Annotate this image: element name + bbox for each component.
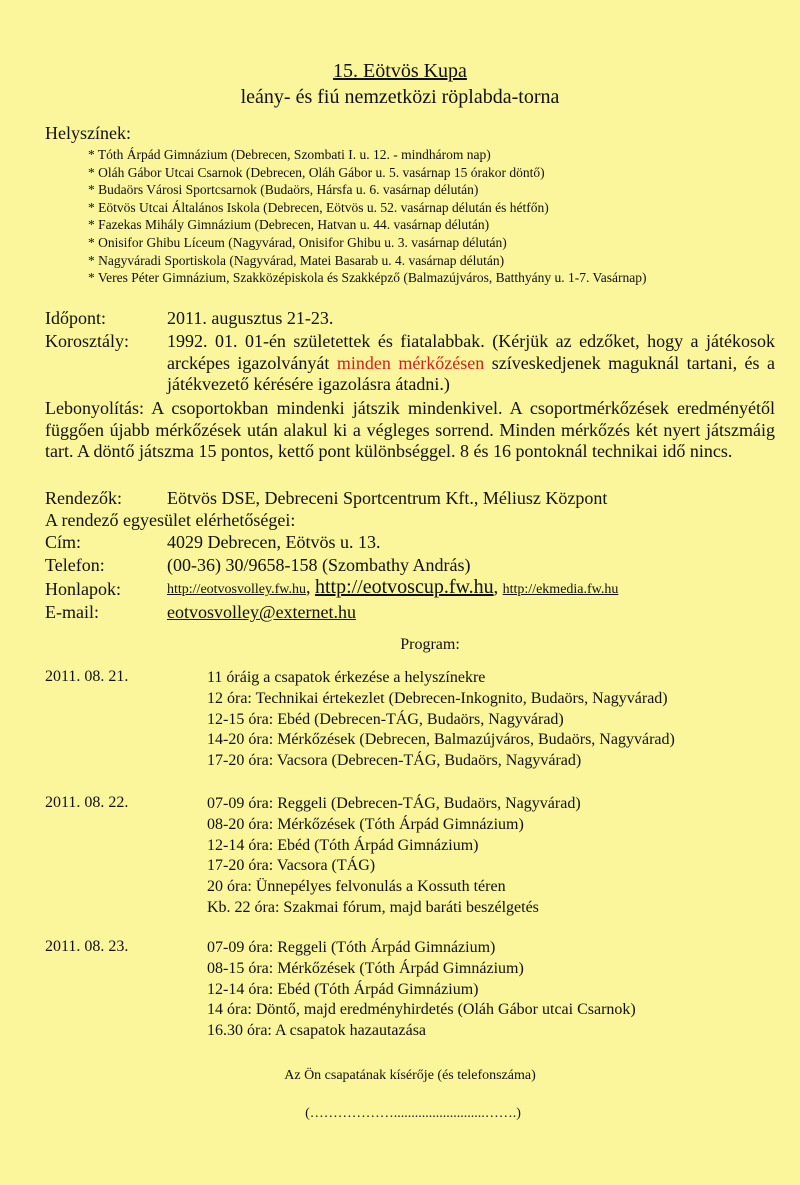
- program-item: 08-15 óra: Mérkőzések (Tóth Árpád Gimnázium): [207, 959, 524, 977]
- venue-item: * Fazekas Mihály Gimnázium (Debrecen, Hatvan u. 44. vasárnap délután): [88, 217, 490, 233]
- format-paragraph: Lebonyolítás: A csoportokban mindenki játszik mindenkivel. A csoportmérkőzések eredményétől függően újabb mérkőzések után alakul ki a végleges sorrend. Minden mérkőzés két nyert játszmáig tart. A döntő játszma 15 pontos, kettő pont különbséggel. 8 és 16 pontoknál technikai idő nincs.: [45, 398, 775, 461]
- venue-item: * Oláh Gábor Utcai Csarnok (Debrecen, Oláh Gábor u. 5. vasárnap 15 órakor döntő): [88, 164, 545, 180]
- program-day-list: [207, 794, 581, 919]
- program-item: 07-09 óra: Reggeli (Tóth Árpád Gimnázium): [207, 939, 496, 956]
- venue-item: * Eötvös Utcai Általános Iskola (Debrecen, Eötvös u. 52. vasárnap délután és hétfőn): [88, 199, 549, 215]
- page-subtitle: leány- és fiú nemzetközi röplabda-torna: [240, 86, 560, 108]
- program-day-date: 2011. 08. 23.: [45, 938, 129, 955]
- date-label: Időpont:: [45, 308, 106, 328]
- email-label: E-mail:: [45, 602, 99, 622]
- age-text-part2: szíveskedjenek maguknál tartani, és a játékvezető kérésére igazolásra átadni.): [167, 352, 776, 394]
- venues-heading: Helyszínek:: [45, 123, 131, 143]
- web-links: http://eotvosvolley.fw.hu, http://eotvoscup.fw.hu, http://ekmedia.fw.hu: [167, 576, 619, 598]
- age-text-highlight: minden mérkőzésen: [336, 352, 485, 373]
- program-item: 17-20 óra: Vacsora (TÁG): [207, 857, 376, 875]
- organizers-label: Rendezők:: [45, 488, 122, 508]
- venue-item: * Onisifor Ghibu Líceum (Nagyvárad, Onisifor Ghibu u. 3. vasárnap délután): [88, 234, 507, 250]
- program-item: 12 óra: Technikai értekezlet (Debrecen-Inkognito, Budaörs, Nagyvárad): [207, 689, 668, 707]
- website-link-eotvosvolley[interactable]: http://eotvosvolley.fw.hu: [167, 582, 306, 597]
- venue-item: * Nagyváradi Sportiskola (Nagyvárad, Matei Basarab u. 4. vasárnap délután): [88, 252, 505, 268]
- website-link-eotvoscup[interactable]: http://eotvoscup.fw.hu: [314, 576, 494, 598]
- venue-item: * Budaörs Városi Sportcsarnok (Budaörs, Hársfa u. 6. vasárnap délután): [88, 182, 479, 198]
- date-value: 2011. augusztus 21-23.: [167, 308, 334, 328]
- program-item: Kb. 22 óra: Szakmai fórum, majd baráti beszélgetés: [207, 898, 539, 916]
- venue-item: * Tóth Árpád Gimnázium (Debrecen, Szombati I. u. 12. - mindhárom nap): [88, 147, 491, 162]
- age-label: Korosztály:: [45, 331, 129, 351]
- web-label: Honlapok:: [45, 579, 121, 599]
- venue-item: * Veres Péter Gimnázium, Szakközépiskola és Szakképző (Balmazújváros, Batthyány u. 1-7. Vasárnap): [88, 270, 647, 286]
- program-item: 12-15 óra: Ebéd (Debrecen-TÁG, Budaörs, Nagyvárad): [207, 710, 564, 728]
- age-text: [167, 331, 775, 396]
- email-value: [167, 602, 356, 623]
- program-heading: Program:: [400, 636, 460, 653]
- escort-blank-line: (………………..........................…….): [305, 1106, 521, 1121]
- page-title: 15. Eötvös Kupa: [333, 60, 467, 82]
- program-item: 16.30 óra: A csapatok hazautazása: [207, 1022, 427, 1040]
- address-label: Cím:: [45, 532, 82, 552]
- email-link[interactable]: eotvosvolley@externet.hu: [167, 602, 357, 622]
- program-day-list: [207, 668, 675, 772]
- program-item: 12-14 óra: Ebéd (Tóth Árpád Gimnázium): [207, 980, 479, 998]
- escort-label: Az Ön csapatának kísérője (és telefonszáma): [284, 1068, 536, 1083]
- program-item: 07-09 óra: Reggeli (Debrecen-TÁG, Budaörs, Nagyvárad): [207, 795, 581, 812]
- venues-list: [88, 146, 646, 287]
- program-day-date: 2011. 08. 21.: [45, 668, 129, 685]
- phone-value: (00-36) 30/9658-158 (Szombathy András): [167, 555, 471, 575]
- program-day-list: [207, 938, 636, 1042]
- contact-heading: A rendező egyesület elérhetőségei:: [45, 510, 296, 530]
- phone-label: Telefon:: [45, 555, 105, 575]
- program-item: 17-20 óra: Vacsora (Debrecen-TÁG, Budaörs, Nagyvárad): [207, 752, 582, 770]
- program-item: 14 óra: Döntő, majd eredményhirdetés (Oláh Gábor utcai Csarnok): [207, 1001, 636, 1019]
- program-item: 08-20 óra: Mérkőzések (Tóth Árpád Gimnázium): [207, 815, 524, 833]
- program-item: 11 óráig a csapatok érkezése a helyszínekre: [207, 669, 486, 686]
- website-link-ekmedia[interactable]: http://ekmedia.fw.hu: [502, 582, 619, 597]
- address-value: 4029 Debrecen, Eötvös u. 13.: [167, 532, 381, 552]
- program-item: 12-14 óra: Ebéd (Tóth Árpád Gimnázium): [207, 836, 479, 854]
- program-day-date: 2011. 08. 22.: [45, 794, 129, 811]
- program-item: 20 óra: Ünnepélyes felvonulás a Kossuth téren: [207, 878, 506, 896]
- organizers-value: Eötvös DSE, Debreceni Sportcentrum Kft., Méliusz Központ: [167, 488, 608, 508]
- program-item: 14-20 óra: Mérkőzések (Debrecen, Balmazújváros, Budaörs, Nagyvárad): [207, 731, 675, 749]
- age-text-part1: 1992. 01. 01-én születettek és fiatalabbak. (Kérjük az edzőket, hogy a játékosok arcképes igazolványát: [167, 331, 775, 373]
